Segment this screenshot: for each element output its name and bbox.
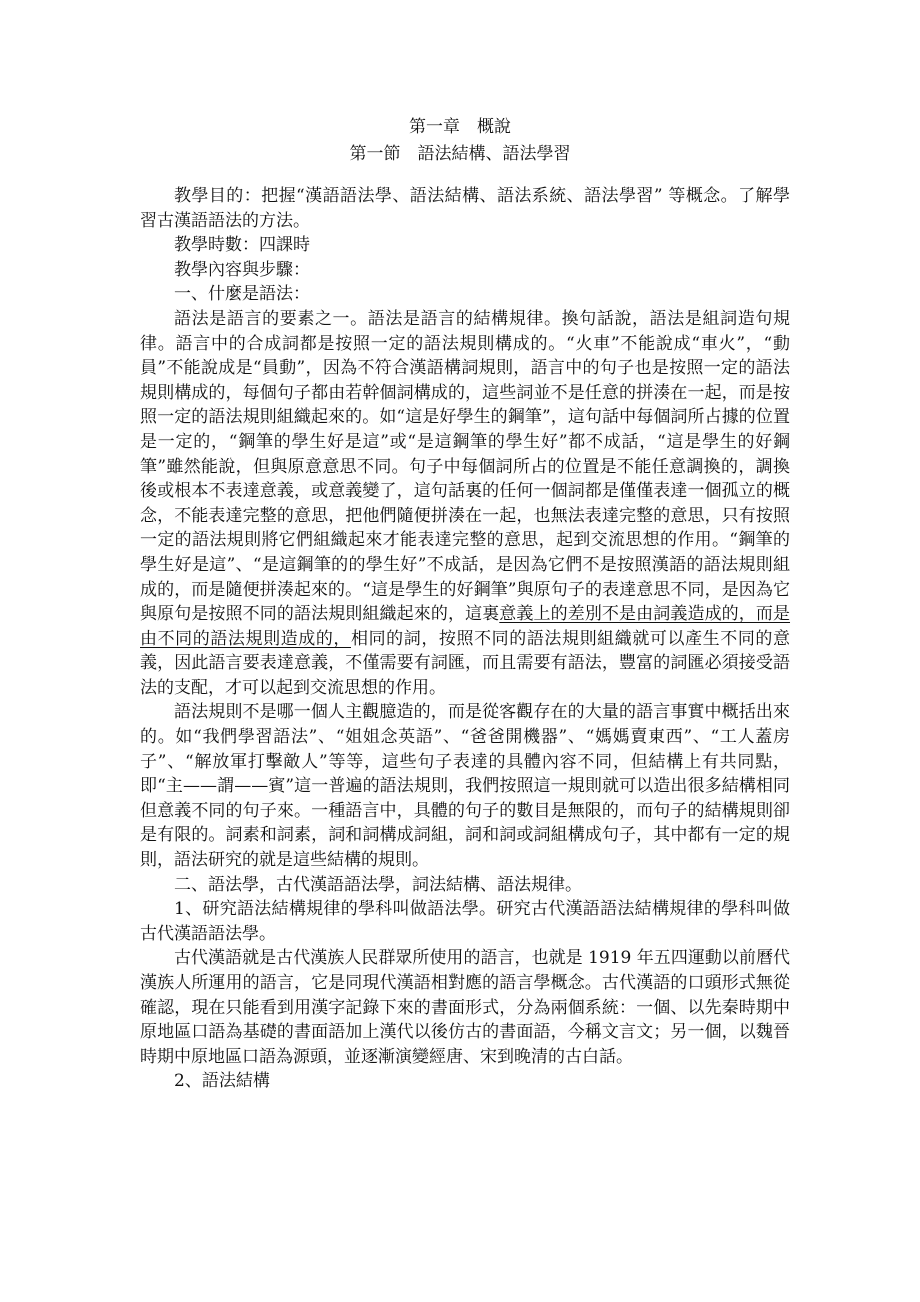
grammar-definition-text-tail-after: 相同的詞，按照不同的語法規則組織就可以產生不同的意義，因此語言要表達意義，不僅需要有詞匯，而且需要有語法，豐富的詞匯必須接受語法的支配，才可以起到交流思想的作用。 xyxy=(140,628,790,698)
heading-grammar-structure: 2、語法結構 xyxy=(174,1071,270,1092)
chapter-title: 第一章 概說 xyxy=(409,117,511,137)
heading-grammar-study: 二、語法學，古代漢語語法學，詞法結構、語法規律。 xyxy=(174,874,582,895)
grammar-study-definition-paragraph: 1、研究語法結構規律的學科叫做語法學。研究古代漢語語法結構規律的學科叫做古代漢語語法學。 xyxy=(140,899,790,944)
grammar-rules-paragraph: 語法規則不是哪一個人主觀臆造的，而是從客觀存在的大量的語言事實中概括出來的。如“我們學習語法”、“姐姐念英語”、“爸爸開機器”、“媽媽賣東西”、“工人蓋房子”、“解放軍打擊敵人”等等，這些句子表達的具體內容不同，但結構上有共同點，即“主——謂——賓”這一普遍的語法規則，我們按照這一規則就可以造出很多結構相同但意義不同的句子來。一種語言中，具體的句子的數目是無限的，而句子的結構規則卻是有限的。詞素和詞素，詞和詞構成詞組，詞和詞或詞組構成句子，其中都有一定的規則，語法研究的就是這些結構的規則。 xyxy=(140,702,790,871)
grammar-definition-text-tail-before: 這裏 xyxy=(465,604,500,625)
teaching-steps-paragraph: 教學內容與步驟： xyxy=(174,259,310,280)
section-title: 第一節 語法結構、語法學習 xyxy=(349,144,571,164)
document-body xyxy=(140,184,790,1094)
teaching-hours-paragraph: 教學時數：四課時 xyxy=(174,235,310,256)
heading-what-is-grammar: 一、什麼是語法： xyxy=(174,284,310,305)
underlined-text: 意義上的差別不是由詞義造成的，而是由不同的語法規則造成的， xyxy=(140,604,791,649)
teaching-goal-paragraph: 教學目的：把握“漢語語法學、語法結構、語法系統、語法學習” 等概念。了解學習古漢語語法的方法。 xyxy=(140,186,790,231)
grammar-definition-text: 語法是語言的要素之一。語法是語言的結構規律。換句話說，語法是組詞造句規律。語言中的合成詞都是按照一定的語法規則構成的。“火車”不能說成“車火”，“動員”不能說成是“員動”，因為不符合漢語構詞規則，語言中的句子也是按照一定的語法規則構成的，每個句子都由若幹個詞構成的，這些詞並不是任意的拼湊在一起，而是按照一定的語法規則組織起來的。如“這是好學生的鋼筆”，這句話中每個詞所占據的位置是一定的，“鋼筆的學生好是這”或“是這鋼筆的學生好”都不成話，“這是學生的好鋼筆”雖然能說，但與原意意思不同。句子中每個詞所占的位置是不能任意調換的，調換後或根本不表達意義，或意義變了，這句話裏的任何一個詞都是僅僅表達一個孤立的概念，不能表達完整的意思，把他們隨便拼湊在一起，也無法表達完整的意思，只有按照一定的語法規則將它們組織起來才能表達完整的意思，起到交流思想的作用。“鋼筆的學生好是這”、“是這鋼筆的的學生好”不成話，是因為它們不是按照漢語的語法規則組成的，而是隨便拼湊起來的。“這是學生的好鋼筆”與原句子的表達意思不同，是因為它與原句是按照不同的語法規則組織起來的， xyxy=(140,308,790,625)
grammar-definition-paragraph xyxy=(140,307,790,701)
ancient-chinese-paragraph: 古代漢語就是古代漢族人民群眾所使用的語言，也就是 1919 年五四運動以前曆代漢族人所運用的語言，它是同現代漢語相對應的語言學概念。古代漢語的口頭形式無從確認，現在只能看到用漢字記錄下來的書面形式，分為兩個系統：一個、以先秦時期中原地區口語為基礎的書面語加上漢代以後仿古的書面語，今稱文言文；另一個，以魏晉時期中原地區口語為源頭，並逐漸演變經唐、宋到晚清的古白話。 xyxy=(140,948,790,1067)
